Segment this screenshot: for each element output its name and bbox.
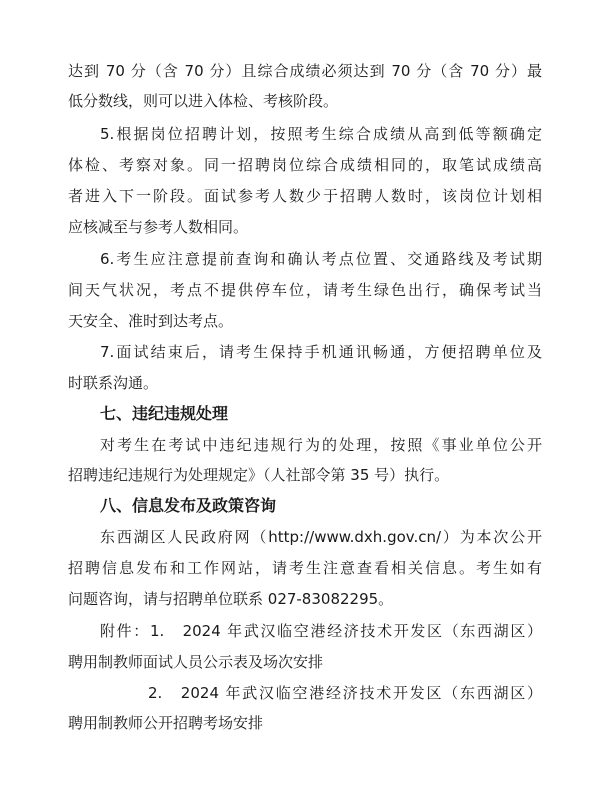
- text-line: 时联系沟通。: [68, 374, 159, 392]
- text-line: 者进入下一阶段。面试参考人数少于招聘人数时，该岗位计划相: [68, 187, 542, 205]
- text-line: 东西湖区人民政府网（http://www.dxh.gov.cn/）为本次公开: [100, 528, 542, 546]
- attachment-1-line: 附件：1. 2024 年武汉临空港经济技术开发区（东西湖区）: [100, 622, 542, 640]
- text-line: 问题咨询，请与招聘单位联系 027-83082295。: [68, 590, 394, 608]
- paragraph-6-line: 6.考生应注意提前查询和确认考点位置、交通路线及考试期: [100, 250, 542, 268]
- text-line: 招聘违纪违规行为处理规定》（人社部令第 35 号）执行。: [68, 466, 450, 484]
- text-line: 应核减至与参考人数相同。: [68, 218, 249, 236]
- paragraph-5-line: 5.根据岗位招聘计划，按照考生综合成绩从高到低等额确定: [100, 125, 542, 143]
- text-line: 聘用制教师公开招聘考场安排: [68, 714, 264, 732]
- text-line: 达到 70 分（含 70 分）且综合成绩必须达到 70 分（含 70 分）最: [68, 62, 542, 80]
- text-line: 天安全、准时到达考点。: [68, 312, 234, 330]
- text-line: 体检、考察对象。同一招聘岗位综合成绩相同的，取笔试成绩高: [68, 156, 542, 174]
- section-heading-7: 七、违纪违规处理: [100, 404, 229, 423]
- text-line: 间天气状况，考点不提供停车位，请考生绿色出行，确保考试当: [68, 281, 542, 299]
- text-line: 聘用制教师面试人员公示表及场次安排: [68, 653, 324, 671]
- section-heading-8: 八、信息发布及政策咨询: [100, 496, 277, 515]
- attachment-2-line: 2. 2024 年武汉临空港经济技术开发区（东西湖区）: [148, 684, 542, 702]
- text-line: 低分数线，则可以进入体检、考核阶段。: [68, 92, 339, 110]
- paragraph-7-line: 7.面试结束后，请考生保持手机通讯畅通，方便招聘单位及: [100, 343, 542, 361]
- text-line: 招聘信息发布和工作网站，请考生注意查看相关信息。考生如有: [68, 559, 542, 577]
- text-line: 对考生在考试中违纪违规行为的处理，按照《事业单位公开: [100, 436, 542, 454]
